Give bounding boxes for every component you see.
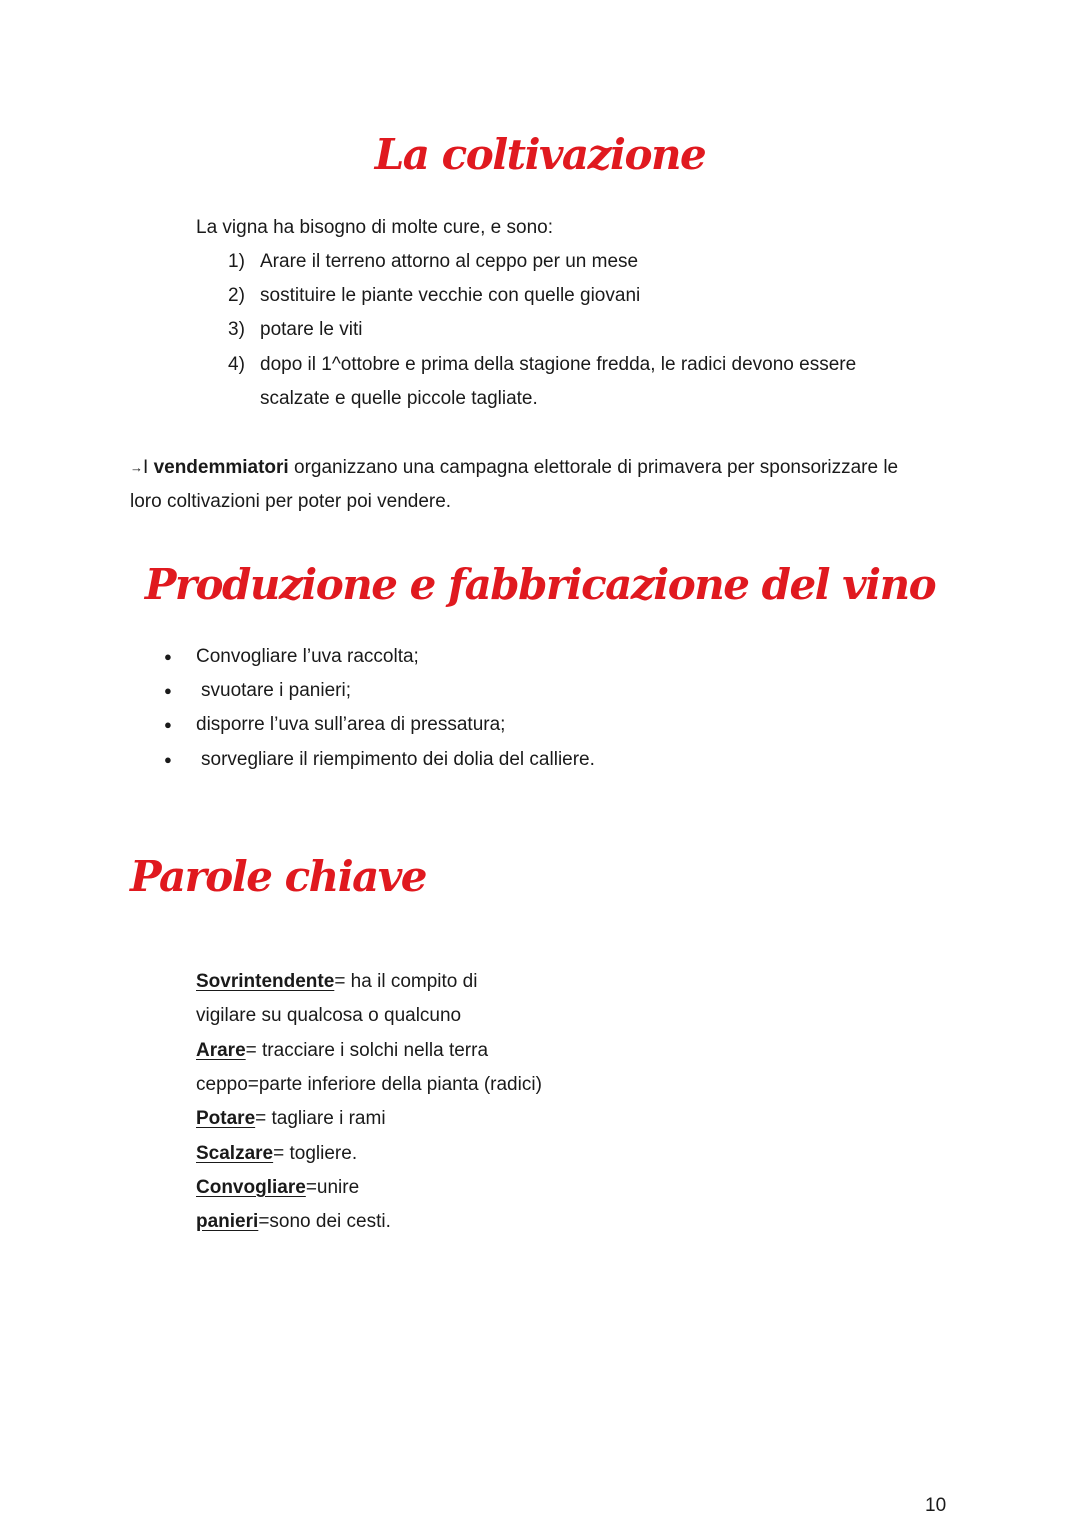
glossary-definition: = togliere. (273, 1143, 358, 1164)
step-text: sostituire le piante vecchie con quelle giovani (260, 285, 641, 306)
bullet-item-4: sorvegliare il riempimento dei dolia del calliere. (201, 749, 595, 770)
heading-parole-chiave: Parole chiave (130, 852, 427, 901)
glossary-entry (196, 1073, 542, 1097)
glossary-definition: =unire (305, 1177, 360, 1198)
vendemmiatori-note (130, 456, 898, 480)
glossary-entry (196, 1210, 391, 1234)
glossary-definition: = tagliare i rami (255, 1108, 386, 1129)
vendemmiatori-note-line2: loro coltivazioni per poter poi vendere. (130, 491, 452, 512)
step-number: 1) (228, 251, 245, 272)
glossary-definition: ceppo=parte inferiore della pianta (radici) (196, 1074, 542, 1095)
glossary-definition: =sono dei cesti. (258, 1211, 391, 1232)
glossary-entry (196, 970, 477, 994)
heading-produzione: Produzione e fabbricazione del vino (144, 560, 936, 609)
bullet-icon: ● (164, 649, 172, 664)
glossary-entry (196, 1142, 357, 1166)
bullet-item-2: svuotare i panieri; (201, 680, 351, 701)
heading-la-coltivazione: La coltivazione (374, 130, 706, 179)
glossary-term: Scalzare (196, 1143, 274, 1164)
glossary-definition: = ha il compito di (334, 971, 478, 992)
step-number: 4) (228, 354, 245, 375)
bullet-item-3: disporre l’uva sull’area di pressatura; (196, 714, 506, 735)
step-number: 3) (228, 319, 245, 340)
glossary-definition: = tracciare i solchi nella terra (245, 1040, 489, 1061)
glossary-term: Sovrintendente (196, 971, 335, 992)
step-item-2 (228, 284, 640, 308)
step-item-1 (228, 250, 638, 274)
page-number: 10 (925, 1495, 947, 1516)
bullet-icon: ● (164, 683, 172, 698)
glossary-entry (196, 1004, 461, 1028)
glossary-term: Potare (196, 1108, 256, 1129)
note-text: organizzano una campagna elettorale di primavera per sponsorizzare le (288, 457, 899, 479)
step-number: 2) (228, 285, 245, 306)
note-prefix: I (143, 457, 154, 479)
glossary-definition: vigilare su qualcosa o qualcuno (196, 1005, 462, 1026)
glossary-entry (196, 1107, 386, 1131)
glossary-term: Convogliare (196, 1177, 306, 1198)
bullet-item-1: Convogliare l’uva raccolta; (196, 646, 419, 667)
bullet-icon: ● (164, 752, 172, 767)
bullet-icon: ● (164, 717, 172, 732)
arrow-right-icon: → (130, 460, 143, 475)
glossary-term: panieri (196, 1211, 259, 1232)
intro-text: La vigna ha bisogno di molte cure, e sono: (196, 217, 554, 238)
step-item-3 (228, 318, 362, 342)
step-item-4 (228, 353, 856, 377)
glossary-entry (196, 1039, 488, 1063)
step-text: dopo il 1^ottobre e prima della stagione fredda, le radici devono essere (260, 354, 857, 375)
note-bold-term: vendemmiatori (153, 457, 289, 479)
step-item-4-continuation: scalzate e quelle piccole tagliate. (260, 388, 538, 409)
glossary-term: Arare (196, 1040, 246, 1061)
step-text: Arare il terreno attorno al ceppo per un mese (260, 251, 639, 272)
glossary-entry (196, 1176, 359, 1200)
step-text: potare le viti (260, 319, 363, 340)
